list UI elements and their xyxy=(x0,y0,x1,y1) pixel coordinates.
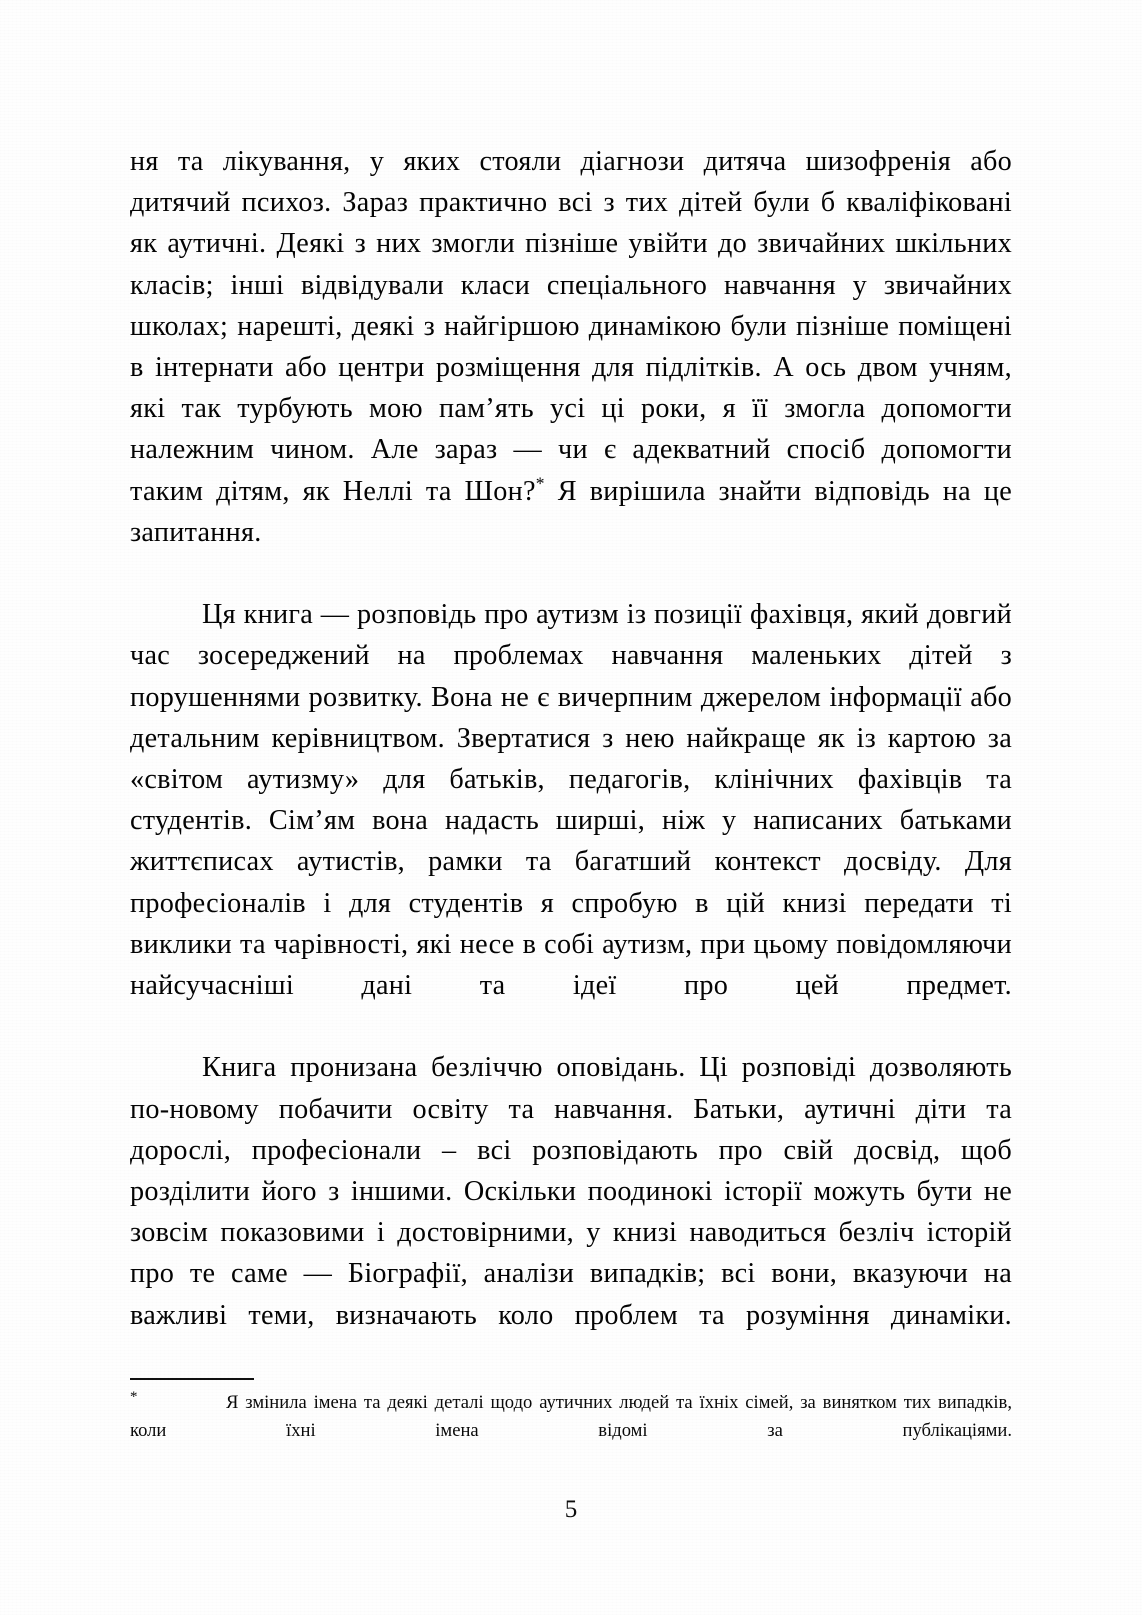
footnote-reference-marker[interactable]: * xyxy=(535,473,545,494)
footnote-star-glyph: * xyxy=(130,1388,138,1405)
footnote-body-text: Я змінила імена та деякі деталі щодо аутичних людей та їхніх сімей, за винятком тих випадків, коли їхні імена відомі за публікаціями. xyxy=(130,1392,1012,1441)
paragraph-stories: Книга пронизана безліччю оповідань. Ці розповіді дозволяють по-новому побачити освіту та навчання. Батьки, аутичні діти та дорослі, професіонали – всі розповідають про свій досвід, щоб розділити його з іншими. Оскільки поодинокі історії можуть бути не зовсім показовими і достовірними, у книзі наводиться безліч історій про те саме — Біографії, аналізи випадків; всі вони, вказуючи на важливі теми, визначають коло проблем та розуміння динаміки. xyxy=(130,1052,1012,1331)
body-text-column xyxy=(130,141,1012,1377)
footnote-block xyxy=(130,1378,1012,1472)
footnote-separator-rule xyxy=(130,1378,254,1380)
paragraph-about-book: Ця книга — розповідь про аутизм із позиції фахівця, який довгий час зосереджений на проблемах навчання маленьких дітей з порушеннями розвитку. Вона не є вичерпним джерелом інформації або детальним керівництвом. Звертатися з нею найкраще як із картою за «світом аутизму» для батьків, педагогів, клінічних фахівців та студентів. Сім’ям вона надасть ширші, ніж у написаних батьками життєписах аутистів, рамки та багатший контекст досвіду. Для професіоналів і для студентів я спробую в цій книзі передати ті виклики та чарівності, які несе в собі аутизм, при цьому повідомляючи найсучасніші дані та ідеї про цей предмет. xyxy=(130,599,1012,1002)
page-number: 5 xyxy=(564,1496,578,1523)
paragraph-continued xyxy=(130,141,1012,594)
footnote-entry xyxy=(130,1389,1012,1472)
paragraph-continued-text-before-footnote: ня та лікування, у яких стояли діагнози дитяча шизофренія або дитячий психоз. Зараз практично всі з тих дітей були б кваліфіковані як аутичні. Деякі з них змогли пізніше увійти до звичайних шкільних класів; інші відвідували класи спеціального навчання у звичайних школах; нарешті, деякі з найгіршою динамікою були пізніше поміщені в інтернати або центри розміщення для підлітків. А ось двом учням, які так турбують мою пам’ять усі ці роки, я її змогла допомогти належним чином. Але зараз — чи є адекватний спосіб допомогти таким дітям, як Неллі та Шон? xyxy=(130,146,1012,507)
footnote-star-marker xyxy=(130,1389,226,1417)
paragraph-continued-text-after-footnote: Я вирішила знайти відповідь на це запитання. xyxy=(130,475,1012,548)
